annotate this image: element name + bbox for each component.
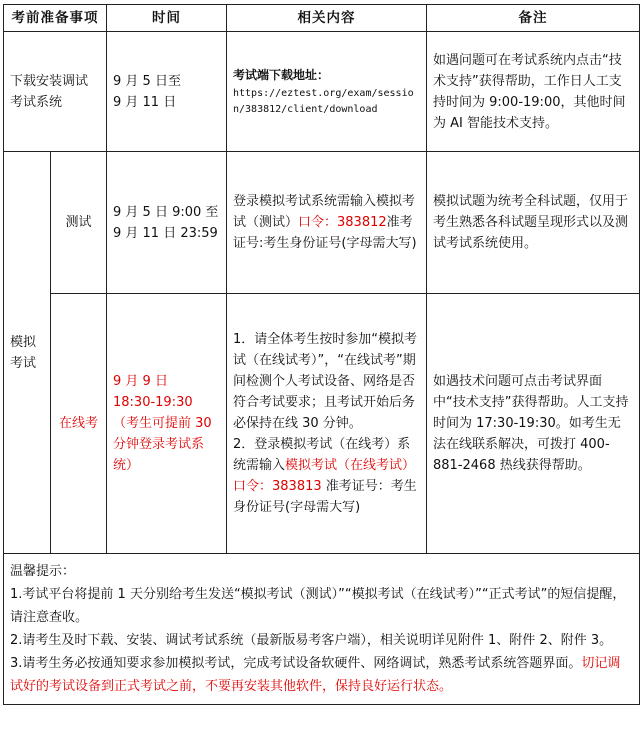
row-tips: [4, 554, 640, 705]
header-row: [4, 5, 640, 32]
download-content: 考试端下载地址： https://eztest.org/exam/session/383812/client/download: [227, 32, 427, 152]
test-note: 模拟试题为统考全科试题，仅用于考生熟悉各科试题呈现形式以及测试考试系统使用。: [427, 152, 640, 294]
row-mock-online: [4, 294, 640, 554]
download-item: 下载安装调试考试系统: [4, 32, 107, 152]
test-time: 9 月 5 日 9:00 至 9 月 11 日 23:59: [107, 152, 227, 294]
tips-block: [4, 554, 640, 705]
download-url[interactable]: https://eztest.org/exam/session/383812/client/download: [233, 88, 414, 115]
mock-group-label: 模拟考试: [4, 152, 51, 554]
download-note: 如遇问题可在考试系统内点击“技术支持”获得帮助，工作日人工支持时间为 9:00-19:00，其他时间为 AI 智能技术支持。: [427, 32, 640, 152]
tip-item-1: 1.考试平台将提前 1 天分别给考生发送“模拟考试（测试）”“模拟考试（在线试考）”“正式考试”的短信提醒，请注意查收。: [10, 587, 626, 625]
test-content: 登录模拟考试系统需输入模拟考试（测试）口令：383812准考证号:考生身份证号(字母需大写): [227, 152, 427, 294]
online-note: 如遇技术问题可点击考试界面中“技术支持”获得帮助。人工支持时间为 17:30-19:30。如考生无法在线联系解决，可拨打 400-881-2468 热线获得帮助。: [427, 294, 640, 554]
download-time: 9 月 5 日至 9 月 11 日: [107, 32, 227, 152]
tip-item-2: 2.请考生及时下载、安装、调试考试系统（最新版易考客户端），相关说明详见附件 1、附件 2、附件 3。: [10, 633, 613, 648]
online-label: 在线考: [51, 294, 107, 554]
tip-item-3: 3.请考生务必按通知要求参加模拟考试，完成考试设备软硬件、网络调试，熟悉考试系统答题界面。切记调试好的考试设备到正式考试之前，不要再安装其他软件，保持良好运行状态。: [10, 656, 621, 694]
row-mock-test: [4, 152, 640, 294]
online-time: 9 月 9 日 18:30-19:30 （考生可提前 30 分钟登录考试系统）: [107, 294, 227, 554]
online-content: 1．请全体考生按时参加“模拟考试（在线试考）”，“在线试考”期间检测个人考试设备、网络是否符合考试要求；且考试开始后务必保持在线 30 分钟。 2．登录模拟考试（在线考）系统需输入模拟考试（在线考试）口令：383813 准考证号：考生身份证号(字母需大写): [227, 294, 427, 554]
test-label: 测试: [51, 152, 107, 294]
test-code: 口令：383812: [298, 215, 387, 230]
header-content: 相关内容: [227, 5, 427, 32]
header-note: 备注: [427, 5, 640, 32]
header-item: 考前准备事项: [4, 5, 107, 32]
row-download: [4, 32, 640, 152]
online-code: 模拟考试（在线考试）口令：383813: [233, 458, 416, 494]
header-time: 时间: [107, 5, 227, 32]
tips-title: 温馨提示：: [10, 564, 76, 579]
exam-prep-table: [3, 4, 640, 705]
